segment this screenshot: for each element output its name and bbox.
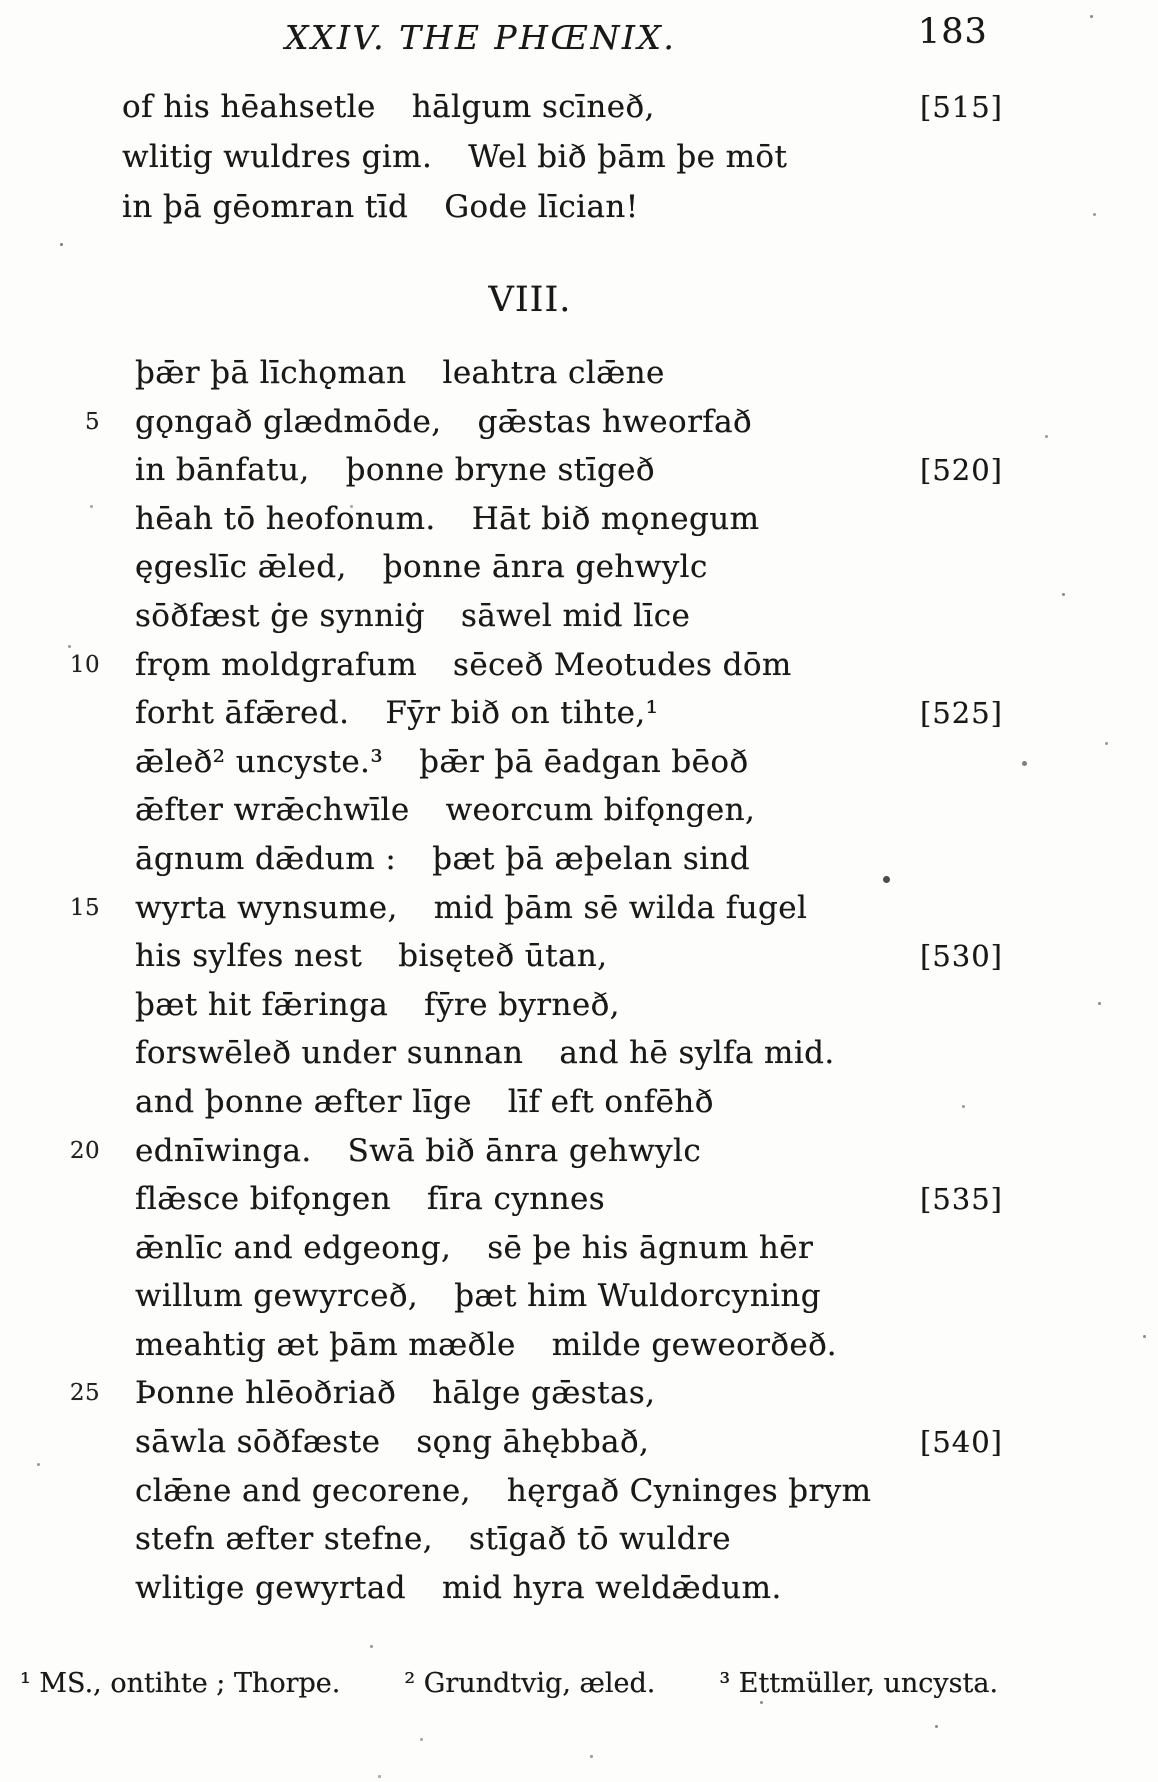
half-line-a: sāwla sōðfæste (135, 1424, 381, 1461)
half-line-b: Swā bið ānra gehwylc (347, 1132, 702, 1169)
verse-line (0, 1369, 1158, 1418)
half-line-b: stīgað tō wuldre (469, 1521, 731, 1558)
half-line-a: sōðfæst ġe synniġ (135, 597, 426, 634)
half-line-b: hęrgað Cyninges þrym (506, 1472, 872, 1509)
verse-line (0, 132, 1158, 182)
half-line-a: frǫm moldgrafum (135, 646, 418, 683)
half-line-b: hālge gǣstas, (432, 1375, 656, 1412)
running-header (0, 10, 1158, 62)
verse-line (0, 82, 1158, 132)
line-number: 20 (69, 1137, 100, 1164)
verse-line (0, 1078, 1158, 1127)
verse-line (0, 1321, 1158, 1370)
verse-line (0, 1272, 1158, 1321)
half-line-b: weorcum bifǫngen, (445, 792, 756, 829)
half-line-a: ǣfter wrǣchwīle (135, 792, 410, 829)
verse-line (0, 932, 1158, 981)
half-line-b: mid þām sē wilda fugel (433, 889, 808, 926)
half-line-a: flǣsce bifǫngen (135, 1181, 392, 1218)
line-number: 25 (69, 1380, 100, 1407)
verse-line (0, 398, 1158, 447)
verse-line (0, 446, 1158, 495)
half-line-b: fȳre byrneð, (424, 986, 620, 1023)
half-line-b: Wel bið þām þe mōt (468, 139, 788, 175)
edition-line-ref: [540] (920, 1425, 1003, 1460)
edition-line-ref: [520] (920, 453, 1003, 488)
half-line-a: ednīwinga. (135, 1132, 312, 1169)
chapter-title: XXIV. THE PHŒNIX. (285, 18, 677, 57)
half-line-a: Þonne hlēoðriað (135, 1375, 397, 1412)
page-number: 183 (918, 12, 988, 52)
half-line-b: gǣstas hweorfað (477, 403, 753, 440)
line-number: 10 (69, 651, 100, 678)
half-line-b: milde geweorðeð. (551, 1326, 837, 1363)
edition-line-ref: [515] (920, 90, 1003, 124)
edition-line-ref: [535] (920, 1182, 1003, 1217)
half-line-a: hēah tō heofonum. (135, 500, 436, 537)
half-line-b: sē þe his āgnum hēr (487, 1229, 814, 1266)
half-line-b: hālgum scīneð, (411, 89, 655, 125)
half-line-b: sēceð Meotudes dōm (453, 646, 792, 683)
half-line-a: ǣleð² uncyste.³ (135, 743, 384, 780)
half-line-b: sǫng āhębbað, (416, 1424, 650, 1461)
half-line-a: meahtig æt þām mæðle (135, 1326, 516, 1363)
half-line-a: gǫngað glædmōde, (135, 403, 442, 440)
half-line-b: þæt him Wuldorcyning (454, 1278, 821, 1315)
half-line-a: wlitig wuldres gim. (122, 139, 433, 175)
half-line-b: bisęteð ūtan, (398, 938, 608, 975)
verse-line (0, 835, 1158, 884)
half-line-a: forht āfǣred. (135, 695, 350, 732)
half-line-b: þonne bryne stīgeð (345, 452, 655, 489)
half-line-a: clǣne and gecorene, (135, 1472, 471, 1509)
half-line-b: Hāt bið mǫnegum (471, 500, 760, 537)
verse-line (0, 884, 1158, 933)
verse-line (0, 349, 1158, 398)
edition-line-ref: [525] (920, 696, 1003, 731)
verse-line (0, 592, 1158, 641)
half-line-b: leahtra clǣne (442, 355, 665, 391)
footnote: ¹ MS., ontihte ; Thorpe. (20, 1668, 341, 1699)
opening-verse-block (0, 82, 1158, 232)
half-line-a: āgnum dǣdum : (135, 840, 397, 877)
half-line-a: in bānfatu, (135, 452, 310, 489)
half-line-b: mid hyra weldǣdum. (442, 1569, 782, 1606)
half-line-a: ęgeslīc ǣled, (135, 549, 347, 586)
verse-line (0, 1175, 1158, 1224)
half-line-b: þæt þā æþelan sind (432, 840, 751, 877)
half-line-b: fīra cynnes (427, 1181, 606, 1218)
verse-line (0, 182, 1158, 232)
verse-line (0, 1418, 1158, 1467)
half-line-b: þonne ānra gehwylc (382, 549, 708, 586)
verse-line (0, 543, 1158, 592)
half-line-b: and hē sylfa mid. (559, 1035, 835, 1072)
half-line-a: stefn æfter stefne, (135, 1521, 434, 1558)
half-line-b: þǣr þā ēadgan bēoð (419, 743, 749, 780)
verse-line (0, 1564, 1158, 1613)
section-heading: VIII. (488, 280, 572, 320)
half-line-a: forswēleð under sunnan (135, 1035, 524, 1072)
verse-line (0, 641, 1158, 690)
verse-line (0, 1515, 1158, 1564)
half-line-a: þǣr þā līchǫman (135, 355, 407, 391)
verse-line (0, 981, 1158, 1030)
line-number: 15 (69, 894, 100, 921)
verse-line (0, 1127, 1158, 1176)
verse-line (0, 1467, 1158, 1516)
half-line-b: Gode līcian! (444, 189, 639, 225)
verse-block (0, 349, 1158, 1612)
half-line-a: willum gewyrceð, (135, 1278, 419, 1315)
half-line-a: ǣnlīc and edgeong, (135, 1229, 452, 1266)
half-line-b: līf eft onfēhð (507, 1083, 714, 1120)
half-line-a: his sylfes nest (135, 938, 363, 975)
half-line-b: Fȳr bið on tihte,¹ (385, 695, 659, 732)
half-line-a: wlitige gewyrtad (135, 1569, 407, 1606)
verse-line (0, 689, 1158, 738)
verse-line (0, 786, 1158, 835)
verse-line (0, 1224, 1158, 1273)
edition-line-ref: [530] (920, 939, 1003, 974)
footnotes-block (20, 1668, 1100, 1699)
half-line-a: of his hēahsetle (122, 89, 376, 125)
half-line-a: in þā gēomran tīd (122, 189, 409, 225)
verse-line (0, 495, 1158, 544)
line-number: 5 (84, 408, 100, 435)
verse-line (0, 738, 1158, 787)
footnote: ² Grundtvig, æled. (404, 1668, 656, 1699)
verse-line (0, 1029, 1158, 1078)
half-line-a: þæt hit fǣringa (135, 986, 389, 1023)
half-line-b: sāwel mid līce (461, 597, 691, 634)
footnote: ³ Ettmüller, uncysta. (719, 1668, 999, 1699)
half-line-a: and þonne æfter līge (135, 1083, 472, 1120)
half-line-a: wyrta wynsume, (135, 889, 398, 926)
